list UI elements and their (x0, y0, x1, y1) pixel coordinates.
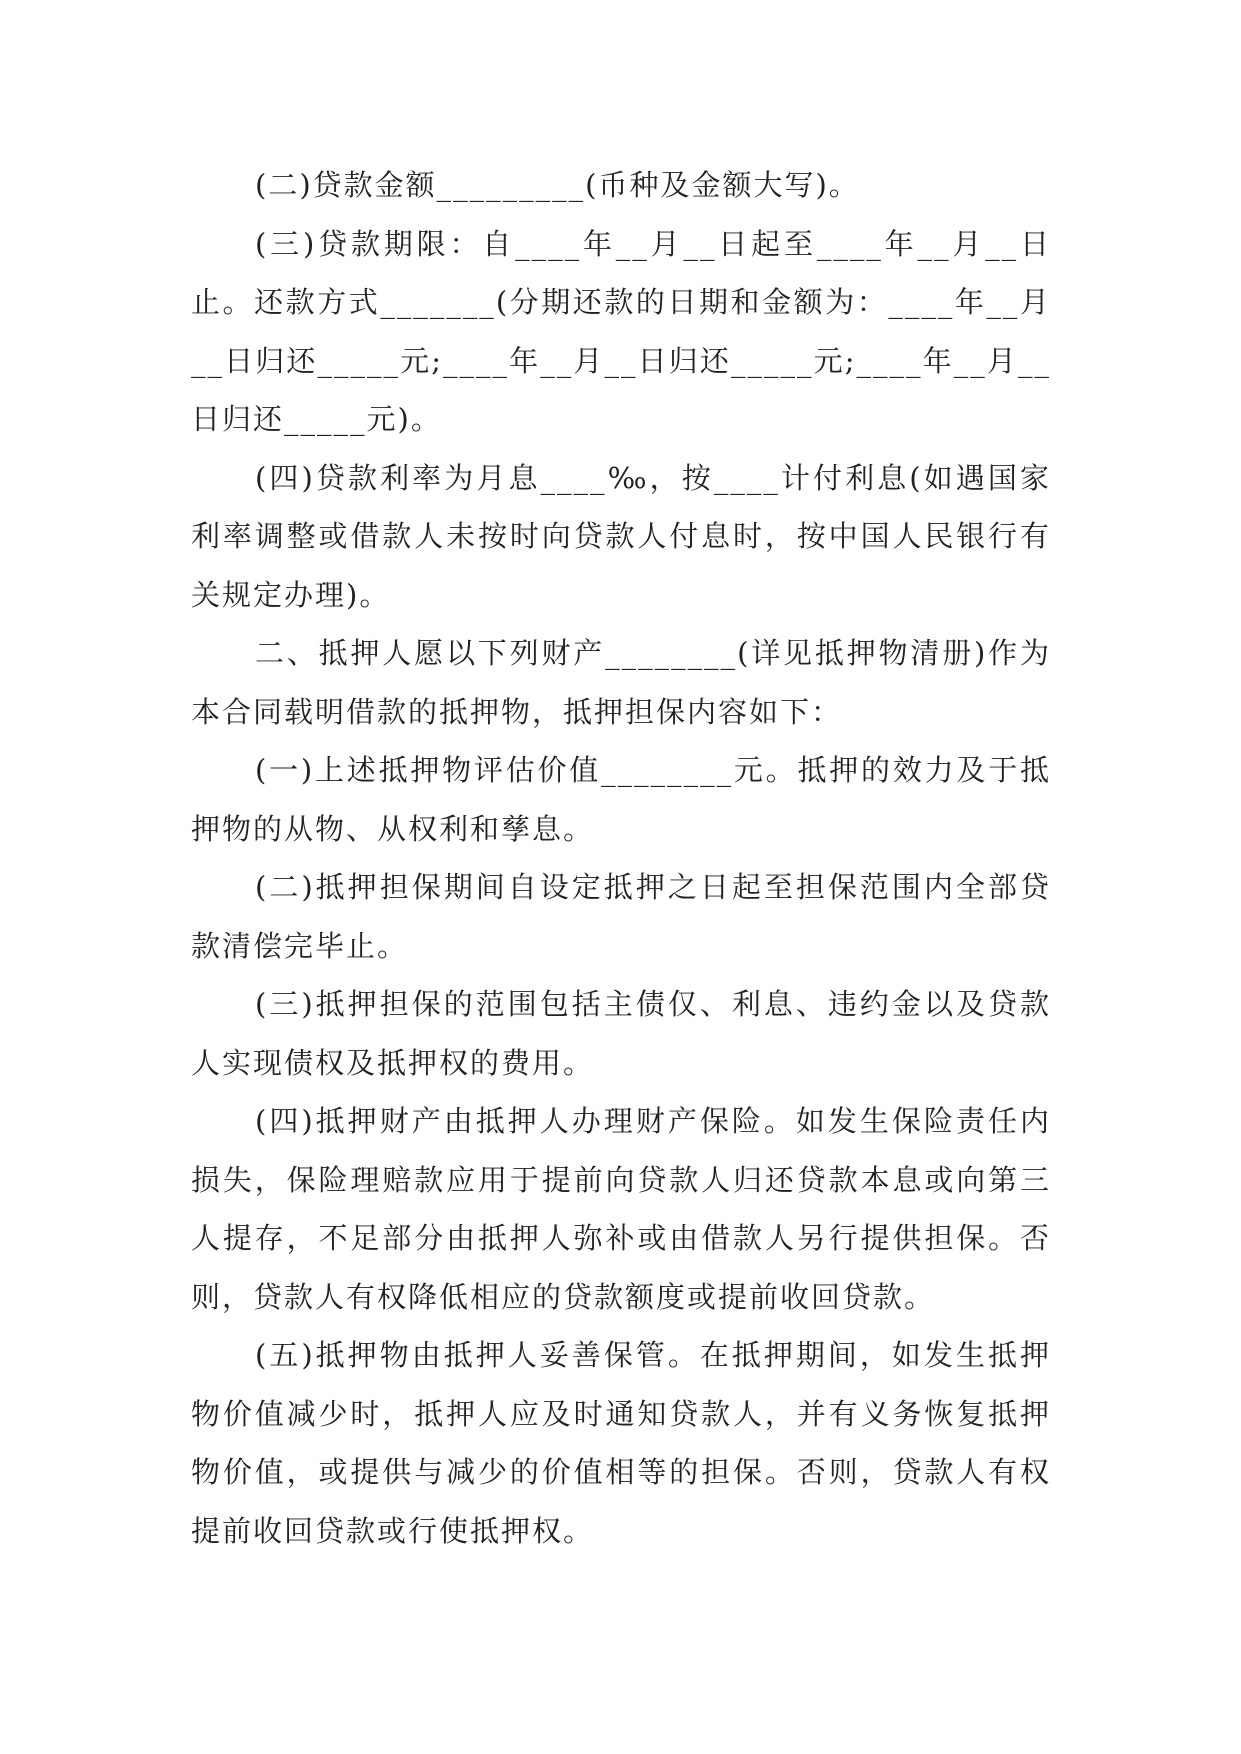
paragraph-guarantee-period: (二)抵押担保期间自设定抵押之日起至担保范围内全部贷款清偿完毕止。 (191, 870, 1051, 963)
paragraph-custody: (五)抵押物由抵押人妥善保管。在抵押期间，如发生抵押物价值减少时，抵押人应及时通知贷款人，并有义务恢复抵押物价值，或提供与减少的价值相等的担保。否则，贷款人有权提前收回贷款或行使抵押权。 (191, 1338, 1051, 1548)
document-page (191, 156, 1051, 1560)
paragraph-appraised-value: (一)上述抵押物评估价值________元。抵押的效力及于抵押物的从物、从权利和孳息。 (191, 753, 1051, 846)
paragraph-interest-rate: (四)贷款利率为月息____‰，按____计付利息(如遇国家利率调整或借款人未按时向贷款人付息时，按中国人民银行有关规定办理)。 (191, 460, 1051, 612)
paragraph-mortgage-property: 二、抵押人愿以下列财产________(详见抵押物清册)作为本合同载明借款的抵押物，抵押担保内容如下： (191, 636, 1051, 729)
paragraph-guarantee-scope: (三)抵押担保的范围包括主债仅、利息、违约金以及贷款人实现债权及抵押权的费用。 (191, 987, 1051, 1080)
paragraph-property-insurance: (四)抵押财产由抵押人办理财产保险。如发生保险责任内损失，保险理赔款应用于提前向贷款人归还贷款本息或向第三人提存，不足部分由抵押人弥补或由借款人另行提供担保。否则，贷款人有权降低相应的贷款额度或提前收回贷款。 (191, 1104, 1051, 1314)
paragraph-loan-term: (三)贷款期限：自____年__月__日起至____年__月__日止。还款方式_______(分期还款的日期和金额为：____年__月__日归还_____元;____年__月__日归还_____元;____年__月__日归还_____元)。 (191, 226, 1051, 436)
paragraph-loan-amount: (二)贷款金额_________(币种及金额大写)。 (255, 168, 860, 202)
